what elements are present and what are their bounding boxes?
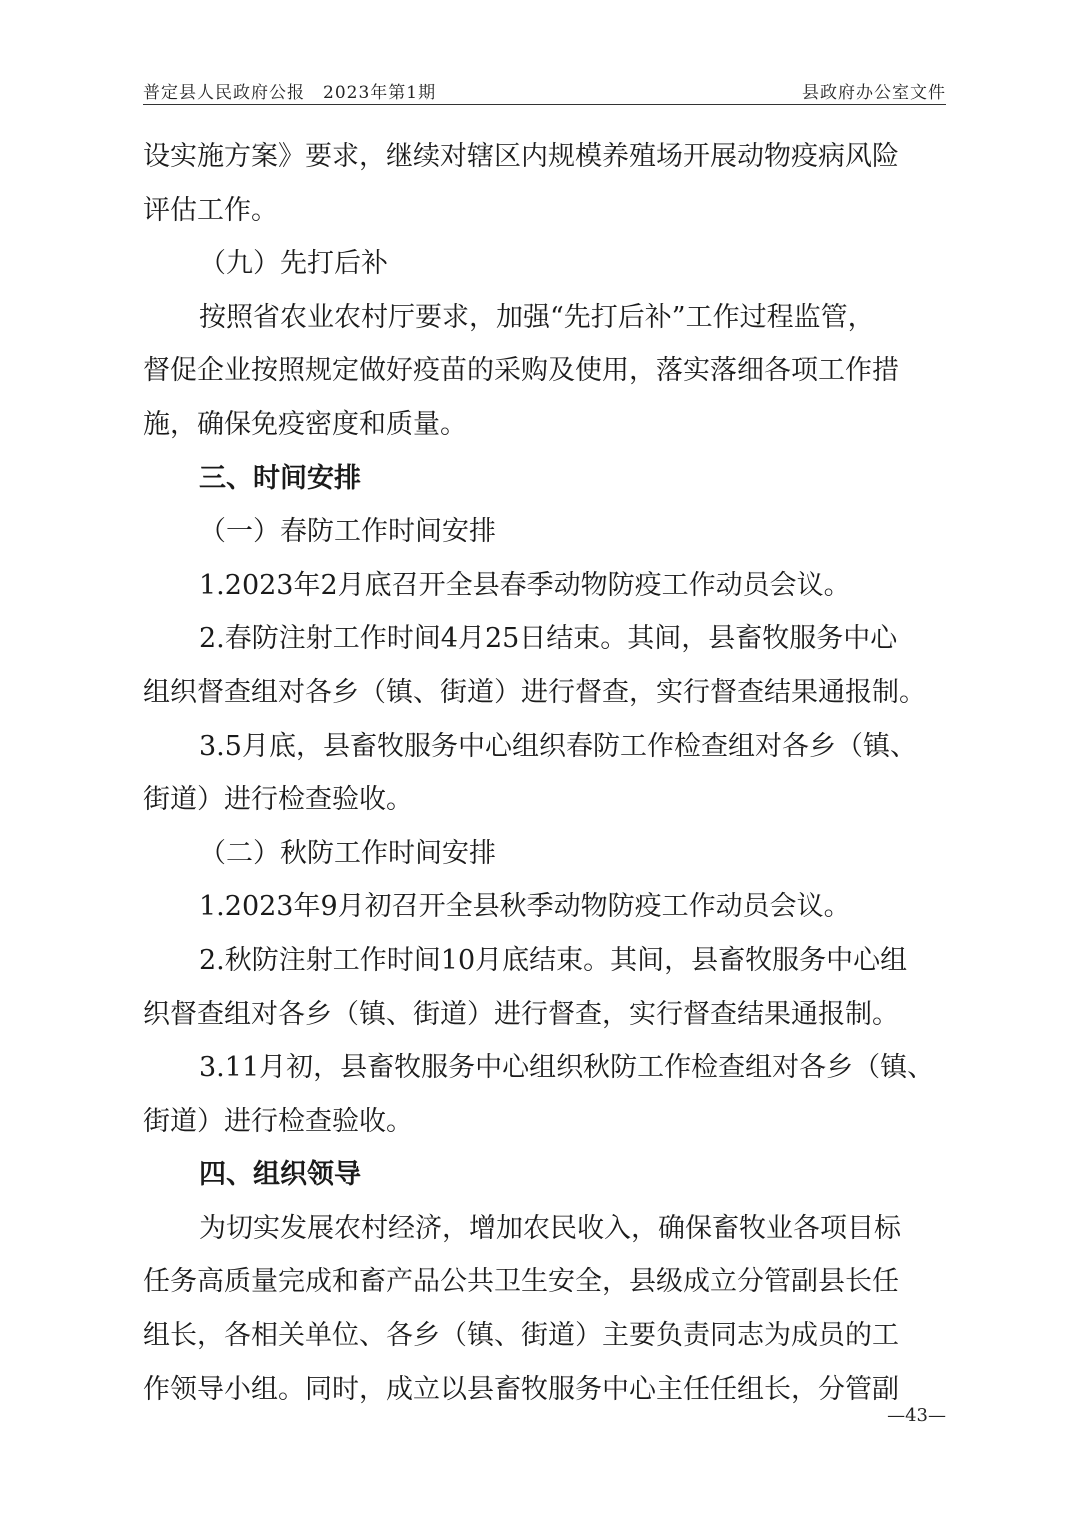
section-heading: 四、组织领导 — [199, 1159, 361, 1191]
body-line: 街道）进行检查验收。 — [143, 784, 413, 816]
body-line: 任务高质量完成和畜产品公共卫生安全，县级成立分管副县长任 — [143, 1266, 899, 1298]
body-line: 组织督查组对各乡（镇、街道）进行督查，实行督查结果通报制。 — [143, 676, 926, 708]
document-body — [143, 130, 946, 1416]
body-line: 督促企业按照规定做好疫苗的采购及使用，落实落细各项工作措 — [143, 355, 899, 387]
body-line: 为切实发展农村经济，增加农民收入，确保畜牧业各项目标 — [199, 1212, 901, 1244]
body-line: 2.春防注射工作时间4月25日结束。其间，县畜牧服务中心 — [199, 623, 898, 655]
body-line: 作领导小组。同时，成立以县畜牧服务中心主任任组长，分管副 — [143, 1373, 899, 1405]
body-line: 组长，各相关单位、各乡（镇、街道）主要负责同志为成员的工 — [143, 1320, 899, 1352]
body-line: 3.5月底，县畜牧服务中心组织春防工作检查组对各乡（镇、 — [199, 730, 917, 762]
body-line: 街道）进行检查验收。 — [143, 1105, 413, 1137]
body-line: 1.2023年2月底召开全县春季动物防疫工作动员会议。 — [199, 569, 851, 601]
body-line: 评估工作。 — [143, 194, 278, 226]
section-heading: 三、时间安排 — [199, 462, 361, 494]
subheading: （九）先打后补 — [199, 248, 388, 280]
subheading: （一）春防工作时间安排 — [199, 516, 496, 548]
body-line: 按照省农业农村厅要求，加强“先打后补”工作过程监管， — [199, 301, 875, 333]
body-line: 2.秋防注射工作时间10月底结束。其间，县畜牧服务中心组 — [199, 944, 908, 976]
page-number: —43— — [887, 1405, 946, 1426]
body-line: 施，确保免疫密度和质量。 — [143, 408, 467, 440]
body-line: 1.2023年9月初召开全县秋季动物防疫工作动员会议。 — [199, 891, 851, 923]
body-line: 织督查组对各乡（镇、街道）进行督查，实行督查结果通报制。 — [143, 998, 899, 1030]
page-header — [143, 76, 946, 105]
body-line: 3.11月初，县畜牧服务中心组织秋防工作检查组对各乡（镇、 — [199, 1052, 935, 1084]
body-line: 设实施方案》要求，继续对辖区内规模养殖场开展动物疫病风险 — [143, 141, 899, 172]
subheading: （二）秋防工作时间安排 — [199, 837, 496, 869]
header-section: 县政府办公室文件 — [802, 83, 946, 103]
header-publication: 普定县人民政府公报 2023年第1期 — [143, 83, 437, 103]
